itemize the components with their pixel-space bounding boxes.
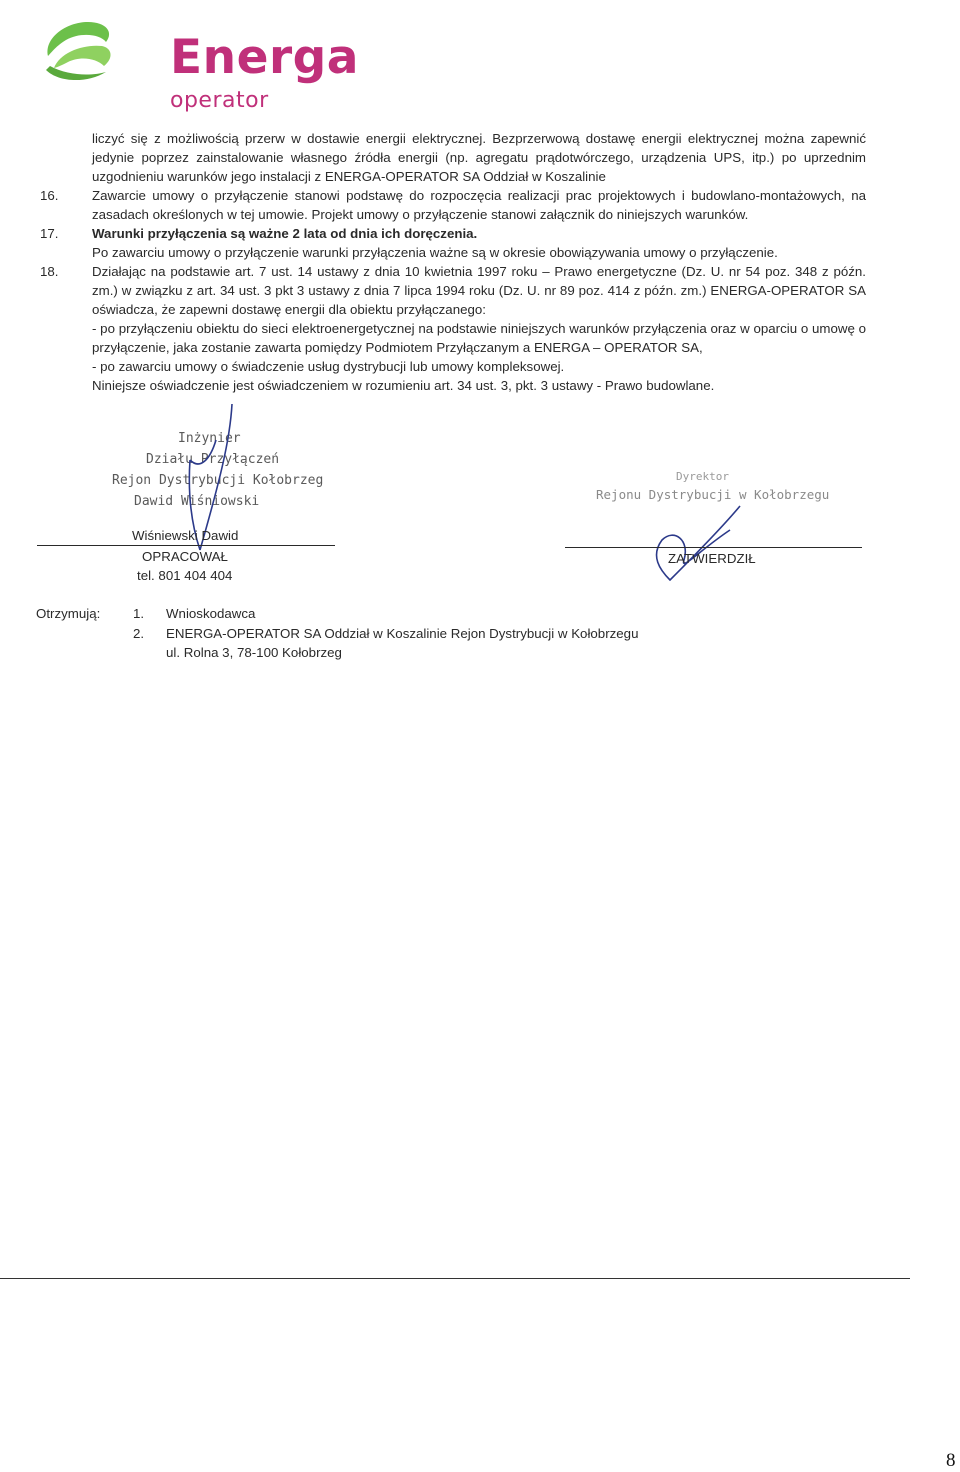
item-paragraph: - po zawarciu umowy o świadczenie usług dystrybucji lub umowy kompleksowej. (92, 359, 565, 374)
right-stamp-director: Dyrektor (676, 470, 729, 483)
recipient-text: Wnioskodawca (166, 606, 256, 621)
left-signer-name: Wiśniewski Dawid (132, 528, 239, 543)
item-text: Zawarcie umowy o przyłączenie stanowi podstawę do rozpoczęcia realizacji prac projektowych i budowlano-montażowych, na zasadach określonych w tej umowie. Projekt umowy o przyłączenie stanowi załącznik do niniejszych warunków. (92, 188, 866, 222)
list-item-17 (40, 224, 866, 262)
item-bold-text: Warunki przyłączenia są ważne 2 lata od dnia ich doręczenia. (92, 226, 478, 241)
left-role-label: OPRACOWAŁ (142, 549, 228, 564)
item-paragraph: Działając na podstawie art. 7 ust. 14 ustawy z dnia 10 kwietnia 1997 roku – Prawo energetyczne (Dz. U. nr 54 poz. 348 z późn. zm.) w związku z art. 34 ust. 3 pkt 3 ustawy z dnia 7 lipca 1994 roku (Dz. U. nr 89 poz. 414 z późn. zm.) ENERGA-OPERATOR SA oświadcza, że zapewni dostawę energii dla obiektu przyłączanego: (92, 264, 866, 317)
right-signature-line (565, 547, 862, 548)
stamp-department: Działu Przyłączeń (146, 452, 280, 467)
phone-number: tel. 801 404 404 (137, 568, 233, 583)
logo-wordmark: Energa (170, 30, 359, 85)
item-number: 18. (40, 264, 59, 279)
stamp-name: Dawid Wiśniowski (134, 494, 260, 509)
item-text: Po zawarciu umowy o przyłączenie warunki przyłączenia ważne są w okresie obowiązywania umowy o przyłączenie. (92, 245, 778, 260)
list-item-18 (40, 262, 866, 395)
footer-divider (0, 1278, 910, 1279)
item-number: 16. (40, 188, 59, 203)
intro-paragraph (40, 129, 866, 186)
item-paragraph: - po przyłączeniu obiektu do sieci elektroenergetycznej na podstawie niniejszych warunków przyłączenia oraz w oparciu o umowę o przyłączenie, jaka zostanie zawarta pomiędzy Podmiotem Przyłączanym a ENERGA – OPERATOR SA, (92, 321, 866, 355)
recipient-address: ul. Rolna 3, 78-100 Kołobrzeg (166, 645, 342, 660)
list-item-16 (40, 186, 866, 224)
stamp-district: Rejon Dystrybucji Kołobrzeg (112, 473, 324, 488)
intro-text: liczyć się z możliwością przerw w dostawie energii elektrycznej. Bezprzerwową dostawę energii elektrycznej można zapewnić jedynie poprzez zainstalowanie własnego źródła energii (np. agregatu prądotwórczego, urządzenia UPS, itp.) po uprzednim uzgodnieniu warunków jego instalacji z ENERGA-OPERATOR SA Oddział w Koszalinie (92, 131, 866, 184)
right-role-label: ZATWIERDZIŁ (668, 551, 756, 566)
page-number: 8 (946, 1450, 956, 1471)
recipient-number: 2. (133, 626, 145, 641)
energa-logo (38, 12, 359, 113)
logo-subtitle: operator (170, 88, 269, 113)
item-paragraph: Niniejsze oświadczenie jest oświadczeniem w rozumieniu art. 34 ust. 3, pkt. 3 ustawy - Prawo budowlane. (92, 378, 715, 393)
item-number: 17. (40, 226, 59, 241)
stamp-title: Inżynier (178, 431, 241, 446)
recipient-number: 1. (133, 606, 145, 621)
right-stamp-district: Rejonu Dystrybucji w Kołobrzegu (596, 487, 830, 502)
recipients-label: Otrzymują: (36, 606, 101, 621)
recipient-text: ENERGA-OPERATOR SA Oddział w Koszalinie Rejon Dystrybucji w Kołobrzegu (166, 626, 639, 641)
energa-swoosh-icon (40, 16, 116, 86)
left-signature-line (37, 545, 335, 546)
right-signature (640, 500, 760, 590)
